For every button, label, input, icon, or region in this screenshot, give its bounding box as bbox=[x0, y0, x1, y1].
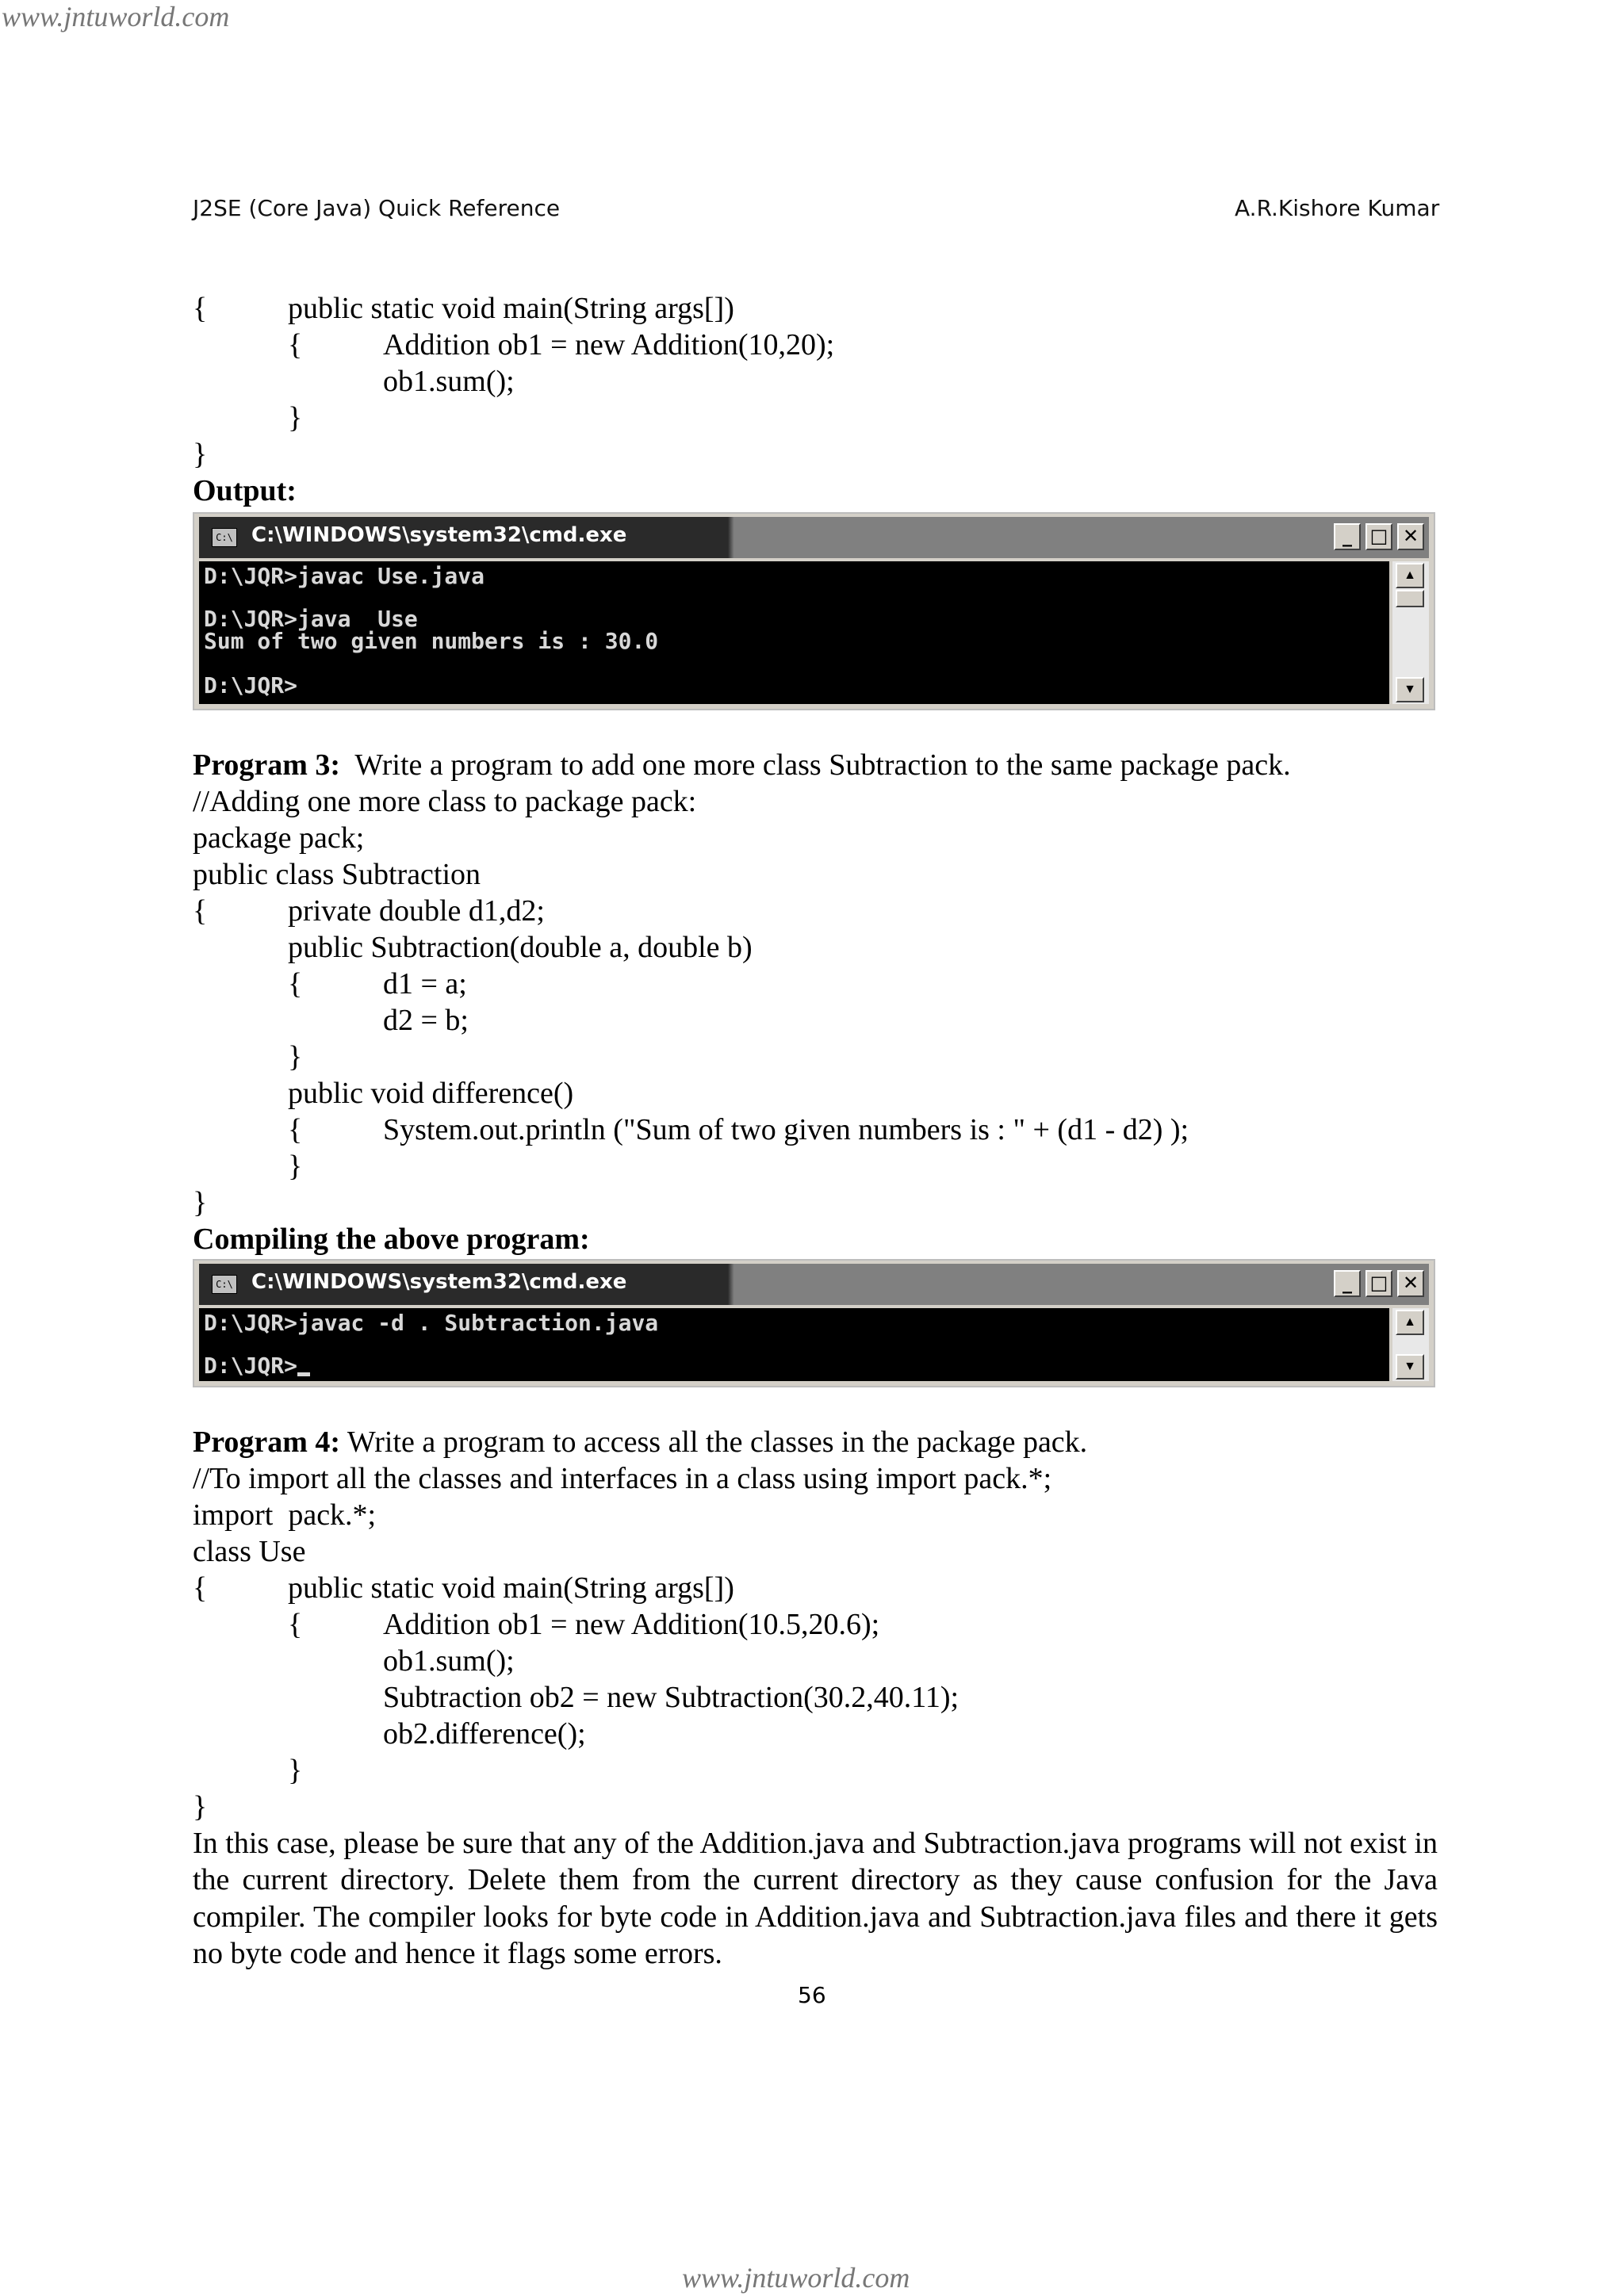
console-line: D:\JQR>javac Use.java bbox=[204, 563, 485, 589]
scroll-up-arrow-icon[interactable]: ▲ bbox=[1396, 1310, 1424, 1335]
code-brace: { bbox=[288, 1113, 303, 1146]
output-heading: Output: bbox=[193, 474, 297, 507]
cmd-scrollbar[interactable] bbox=[1392, 1308, 1429, 1381]
program-4-description: Write a program to access all the classes in the package pack. bbox=[340, 1425, 1088, 1459]
minimize-button[interactable]: _ bbox=[1334, 1270, 1361, 1297]
program-3-description: Write a program to add one more class Subtraction to the same package pack. bbox=[340, 748, 1291, 782]
code-line: public static void main(String args[]) bbox=[288, 292, 734, 325]
maximize-button[interactable]: □ bbox=[1365, 523, 1392, 550]
cmd-scrollbar[interactable] bbox=[1392, 561, 1429, 704]
console-line: D:\JQR> bbox=[204, 1353, 298, 1379]
cmd-console-output bbox=[199, 1308, 1389, 1381]
cmd-titlebar bbox=[199, 517, 1429, 558]
code-brace: { bbox=[288, 1608, 303, 1641]
cmd-window-output bbox=[193, 512, 1435, 710]
cmd-window-icon: C:\ bbox=[212, 528, 237, 547]
code-line: Subtraction ob2 = new Subtraction(30.2,40.11); bbox=[383, 1681, 959, 1714]
cmd-window-title: C:\WINDOWS\system32\cmd.exe bbox=[251, 523, 627, 547]
program-3-label: Program 3: bbox=[193, 748, 341, 782]
program-3-section bbox=[193, 747, 1438, 1257]
maximize-button[interactable]: □ bbox=[1365, 1270, 1392, 1297]
code-brace: { bbox=[193, 894, 208, 928]
compiling-heading: Compiling the above program: bbox=[193, 1223, 590, 1256]
code-line: public static void main(String args[]) bbox=[288, 1571, 734, 1605]
code-line: package pack; bbox=[193, 821, 365, 855]
cmd-window-compile bbox=[193, 1259, 1435, 1387]
code-brace: { bbox=[288, 328, 303, 362]
code-line: //Adding one more class to package pack: bbox=[193, 785, 697, 818]
code-brace: { bbox=[193, 292, 208, 325]
code-line: public Subtraction(double a, double b) bbox=[288, 931, 753, 964]
code-line: System.out.println ("Sum of two given numbers is : " + (d1 - d2) ); bbox=[383, 1113, 1189, 1146]
console-prompt bbox=[204, 1353, 310, 1379]
code-line: d1 = a; bbox=[383, 967, 467, 1001]
scroll-up-arrow-icon[interactable]: ▲ bbox=[1396, 563, 1424, 588]
code-line: public void difference() bbox=[288, 1077, 574, 1110]
program-3-heading bbox=[193, 747, 1291, 783]
code-line: } bbox=[288, 401, 303, 434]
code-brace: { bbox=[288, 967, 303, 1001]
code-line: Addition ob1 = new Addition(10,20); bbox=[383, 328, 835, 362]
minimize-button[interactable]: _ bbox=[1334, 523, 1361, 550]
scroll-thumb[interactable] bbox=[1396, 590, 1424, 607]
watermark-top: www.jntuworld.com bbox=[2, 1, 230, 33]
console-line: D:\JQR>java Use bbox=[204, 606, 418, 632]
code-line: } bbox=[193, 1790, 208, 1823]
console-line: Sum of two given numbers is : 30.0 bbox=[204, 628, 659, 654]
code-line: ob1.sum(); bbox=[383, 1644, 515, 1678]
code-line: //To import all the classes and interfaces in a class using import pack.*; bbox=[193, 1462, 1052, 1495]
code-line: ob1.sum(); bbox=[383, 365, 515, 398]
code-block-top bbox=[193, 290, 1438, 509]
program-4-label: Program 4: bbox=[193, 1425, 341, 1459]
code-line: ob2.difference(); bbox=[383, 1717, 586, 1751]
program-4-heading bbox=[193, 1424, 1087, 1460]
close-button[interactable]: ✕ bbox=[1397, 523, 1424, 550]
code-line: } bbox=[193, 1186, 208, 1219]
cmd-window-title: C:\WINDOWS\system32\cmd.exe bbox=[251, 1270, 627, 1294]
page-number: 56 bbox=[798, 1982, 826, 2008]
code-brace: { bbox=[193, 1571, 208, 1605]
closing-paragraph: In this case, please be sure that any of the Addition.java and Subtraction.java programs will not exist in the current directory. Delete them from the current directory as they cause confusion for the Java compiler. The compiler looks for byte code in Addition.java and Subtraction.java files and there it gets no byte code and hence it flags some errors. bbox=[193, 1827, 1438, 1970]
code-line: } bbox=[193, 438, 208, 471]
code-line: Addition ob1 = new Addition(10.5,20.6); bbox=[383, 1608, 880, 1641]
watermark-bottom: www.jntuworld.com bbox=[682, 2262, 910, 2294]
console-line: D:\JQR>javac -d . Subtraction.java bbox=[204, 1310, 659, 1336]
code-line: d2 = b; bbox=[383, 1004, 469, 1037]
code-line: private double d1,d2; bbox=[288, 894, 545, 928]
cmd-console-output bbox=[199, 561, 1389, 704]
code-line: } bbox=[288, 1150, 303, 1183]
running-header-author: A.R.Kishore Kumar bbox=[1235, 195, 1440, 221]
code-line: } bbox=[288, 1040, 303, 1073]
code-line: } bbox=[288, 1754, 303, 1787]
close-button[interactable]: ✕ bbox=[1397, 1270, 1424, 1297]
code-line: public class Subtraction bbox=[193, 858, 481, 891]
code-line: class Use bbox=[193, 1535, 306, 1568]
scroll-down-arrow-icon[interactable]: ▼ bbox=[1396, 1354, 1424, 1380]
cmd-window-icon: C:\ bbox=[212, 1275, 237, 1294]
console-line: D:\JQR> bbox=[204, 672, 298, 698]
code-line: import pack.*; bbox=[193, 1498, 377, 1532]
running-header-title: J2SE (Core Java) Quick Reference bbox=[193, 195, 561, 221]
scroll-down-arrow-icon[interactable]: ▼ bbox=[1396, 677, 1424, 702]
program-4-section bbox=[193, 1424, 1438, 1972]
text-cursor bbox=[297, 1372, 310, 1376]
cmd-titlebar bbox=[199, 1264, 1429, 1305]
